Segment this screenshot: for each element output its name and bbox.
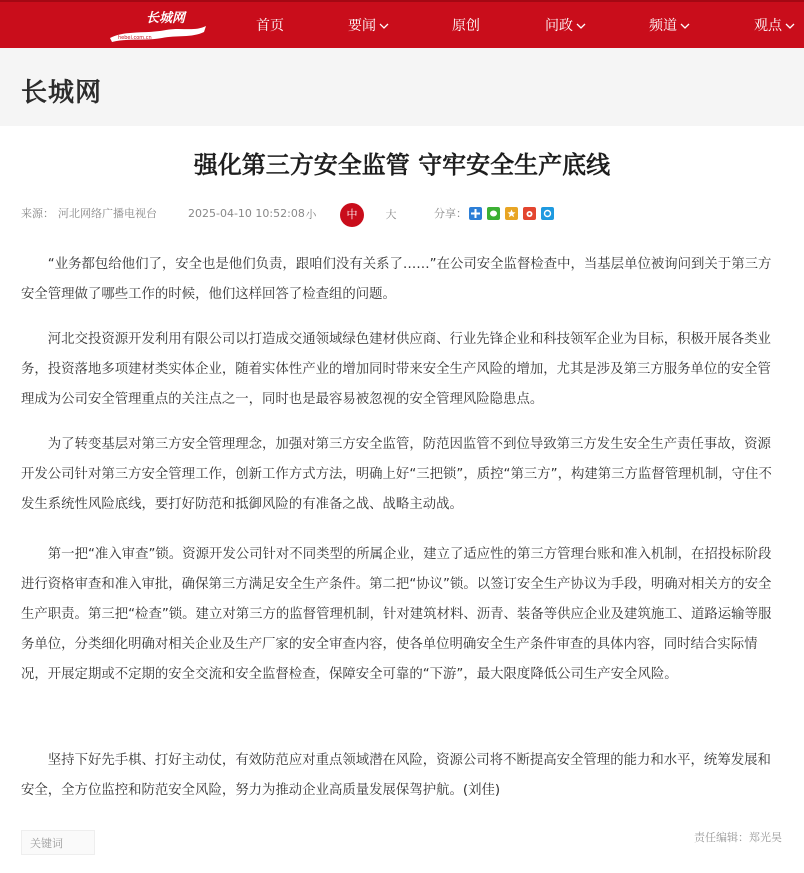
share-weibo-icon[interactable] [523, 207, 536, 220]
font-size-small-button[interactable]: 小 [305, 208, 317, 221]
article-title: 强化第三方安全监管 守牢安全生产底线 [193, 151, 611, 179]
share-wechat-icon[interactable] [487, 207, 500, 220]
chevron-down-icon [680, 23, 690, 29]
logo-text: 长城网 [146, 11, 186, 26]
chevron-down-icon [379, 23, 389, 29]
article-paragraph: 为了转变基层对第三方安全管理理念，加强对第三方安全监管，防范因监管不到位导致第三方发生安全生产责任事故，资源开发公司针对第三方安全管理工作，创新工作方式方法，明确上好“三把锁”，质控“第三方”，构建第三方监督管理机制，守住不发生系统性风险底线，要打好防范和抵御风险的有准备之战、战略主动战。 [21, 437, 772, 512]
nav-item-news[interactable] [348, 2, 389, 50]
font-size-medium-button[interactable]: 中 [340, 203, 364, 227]
nav-item-inquiry[interactable] [545, 2, 586, 50]
logo-graphic [106, 8, 210, 44]
article-paragraph: 第一把“准入审查”锁。资源开发公司针对不同类型的所属企业，建立了适应性的第三方管理台账和准入机制，在招投标阶段进行资格审查和准入审批，确保第三方满足安全生产条件。第二把“协议”锁。以签订安全生产协议为手段，明确对相关方的安全生产职责。第三把“检查”锁。建立对第三方的监督管理机制，针对建筑材料、沥青、装备等供应企业及建筑施工、道路运输等服务单位，分类细化明确对相关企业及生产厂家的安全审查内容，使各单位明确安全生产条件审查的具体内容，同时结合实际情况，开展定期或不定期的安全交流和安全监督检查，保障安全可靠的“下游”，最大限度降低公司生产安全风险。 [21, 547, 772, 682]
nav-item-label: 要闻 [348, 18, 376, 34]
site-header-band [0, 48, 804, 126]
nav-item-label: 频道 [649, 18, 677, 34]
nav-item-opinion[interactable] [754, 2, 795, 50]
chevron-down-icon [576, 23, 586, 29]
source-label: 来源： [21, 207, 54, 220]
nav-item-label: 首页 [256, 18, 284, 34]
article-paragraph: “业务都包给他们了，安全也是他们负责，跟咱们没有关系了……”在公司安全监督检查中，当基层单位被询问到关于第三方安全管理做了哪些工作的时候，他们这样回答了检查组的问题。 [21, 257, 772, 302]
top-nav-bar [0, 0, 804, 48]
nav-item-original[interactable] [452, 2, 480, 50]
nav-item-channels[interactable] [649, 2, 690, 50]
share-more-icon[interactable] [541, 207, 554, 220]
site-logo[interactable] [106, 8, 210, 44]
article-date: 2025-04-10 10:52:08 [188, 207, 305, 220]
nav-item-home[interactable] [256, 2, 284, 50]
share-qzone-icon[interactable] [469, 207, 482, 220]
share-label: 分享： [434, 207, 467, 220]
article-paragraph: 河北交投资源开发利用有限公司以打造成交通领域绿色建材供应商、行业先锋企业和科技领军企业为目标，积极开展各类业务，投资落地多项建材类实体企业，随着实体性产业的增加同时带来安全生产风险的增加，尤其是涉及第三方服务单位的安全管理成为公司安全管理重点的关注点之一，同时也是最容易被忽视的安全管理风险隐患点。 [21, 332, 771, 407]
font-size-large-button[interactable]: 大 [385, 208, 397, 221]
nav-item-label: 观点 [754, 18, 782, 34]
nav-item-label: 原创 [452, 18, 480, 34]
article-paragraph: 坚持下好先手棋、打好主动仗，有效防范应对重点领域潜在风险，资源公司将不断提高安全管理的能力和水平，统筹发展和安全，全方位监控和防范安全风险，努力为推动企业高质量发展保驾护航。(刘佳) [21, 753, 771, 798]
chevron-down-icon [785, 23, 795, 29]
logo-subtext: hebei.com.cn [118, 35, 152, 41]
keywords-label: 关键词 [21, 830, 95, 855]
site-name[interactable]: 长城网 [21, 78, 103, 108]
nav-item-label: 问政 [545, 18, 573, 34]
share-qq-icon[interactable] [505, 207, 518, 220]
responsible-editor: 责任编辑：郑光昊 [694, 831, 782, 844]
article-source: 河北网络广播电视台 [58, 207, 157, 220]
